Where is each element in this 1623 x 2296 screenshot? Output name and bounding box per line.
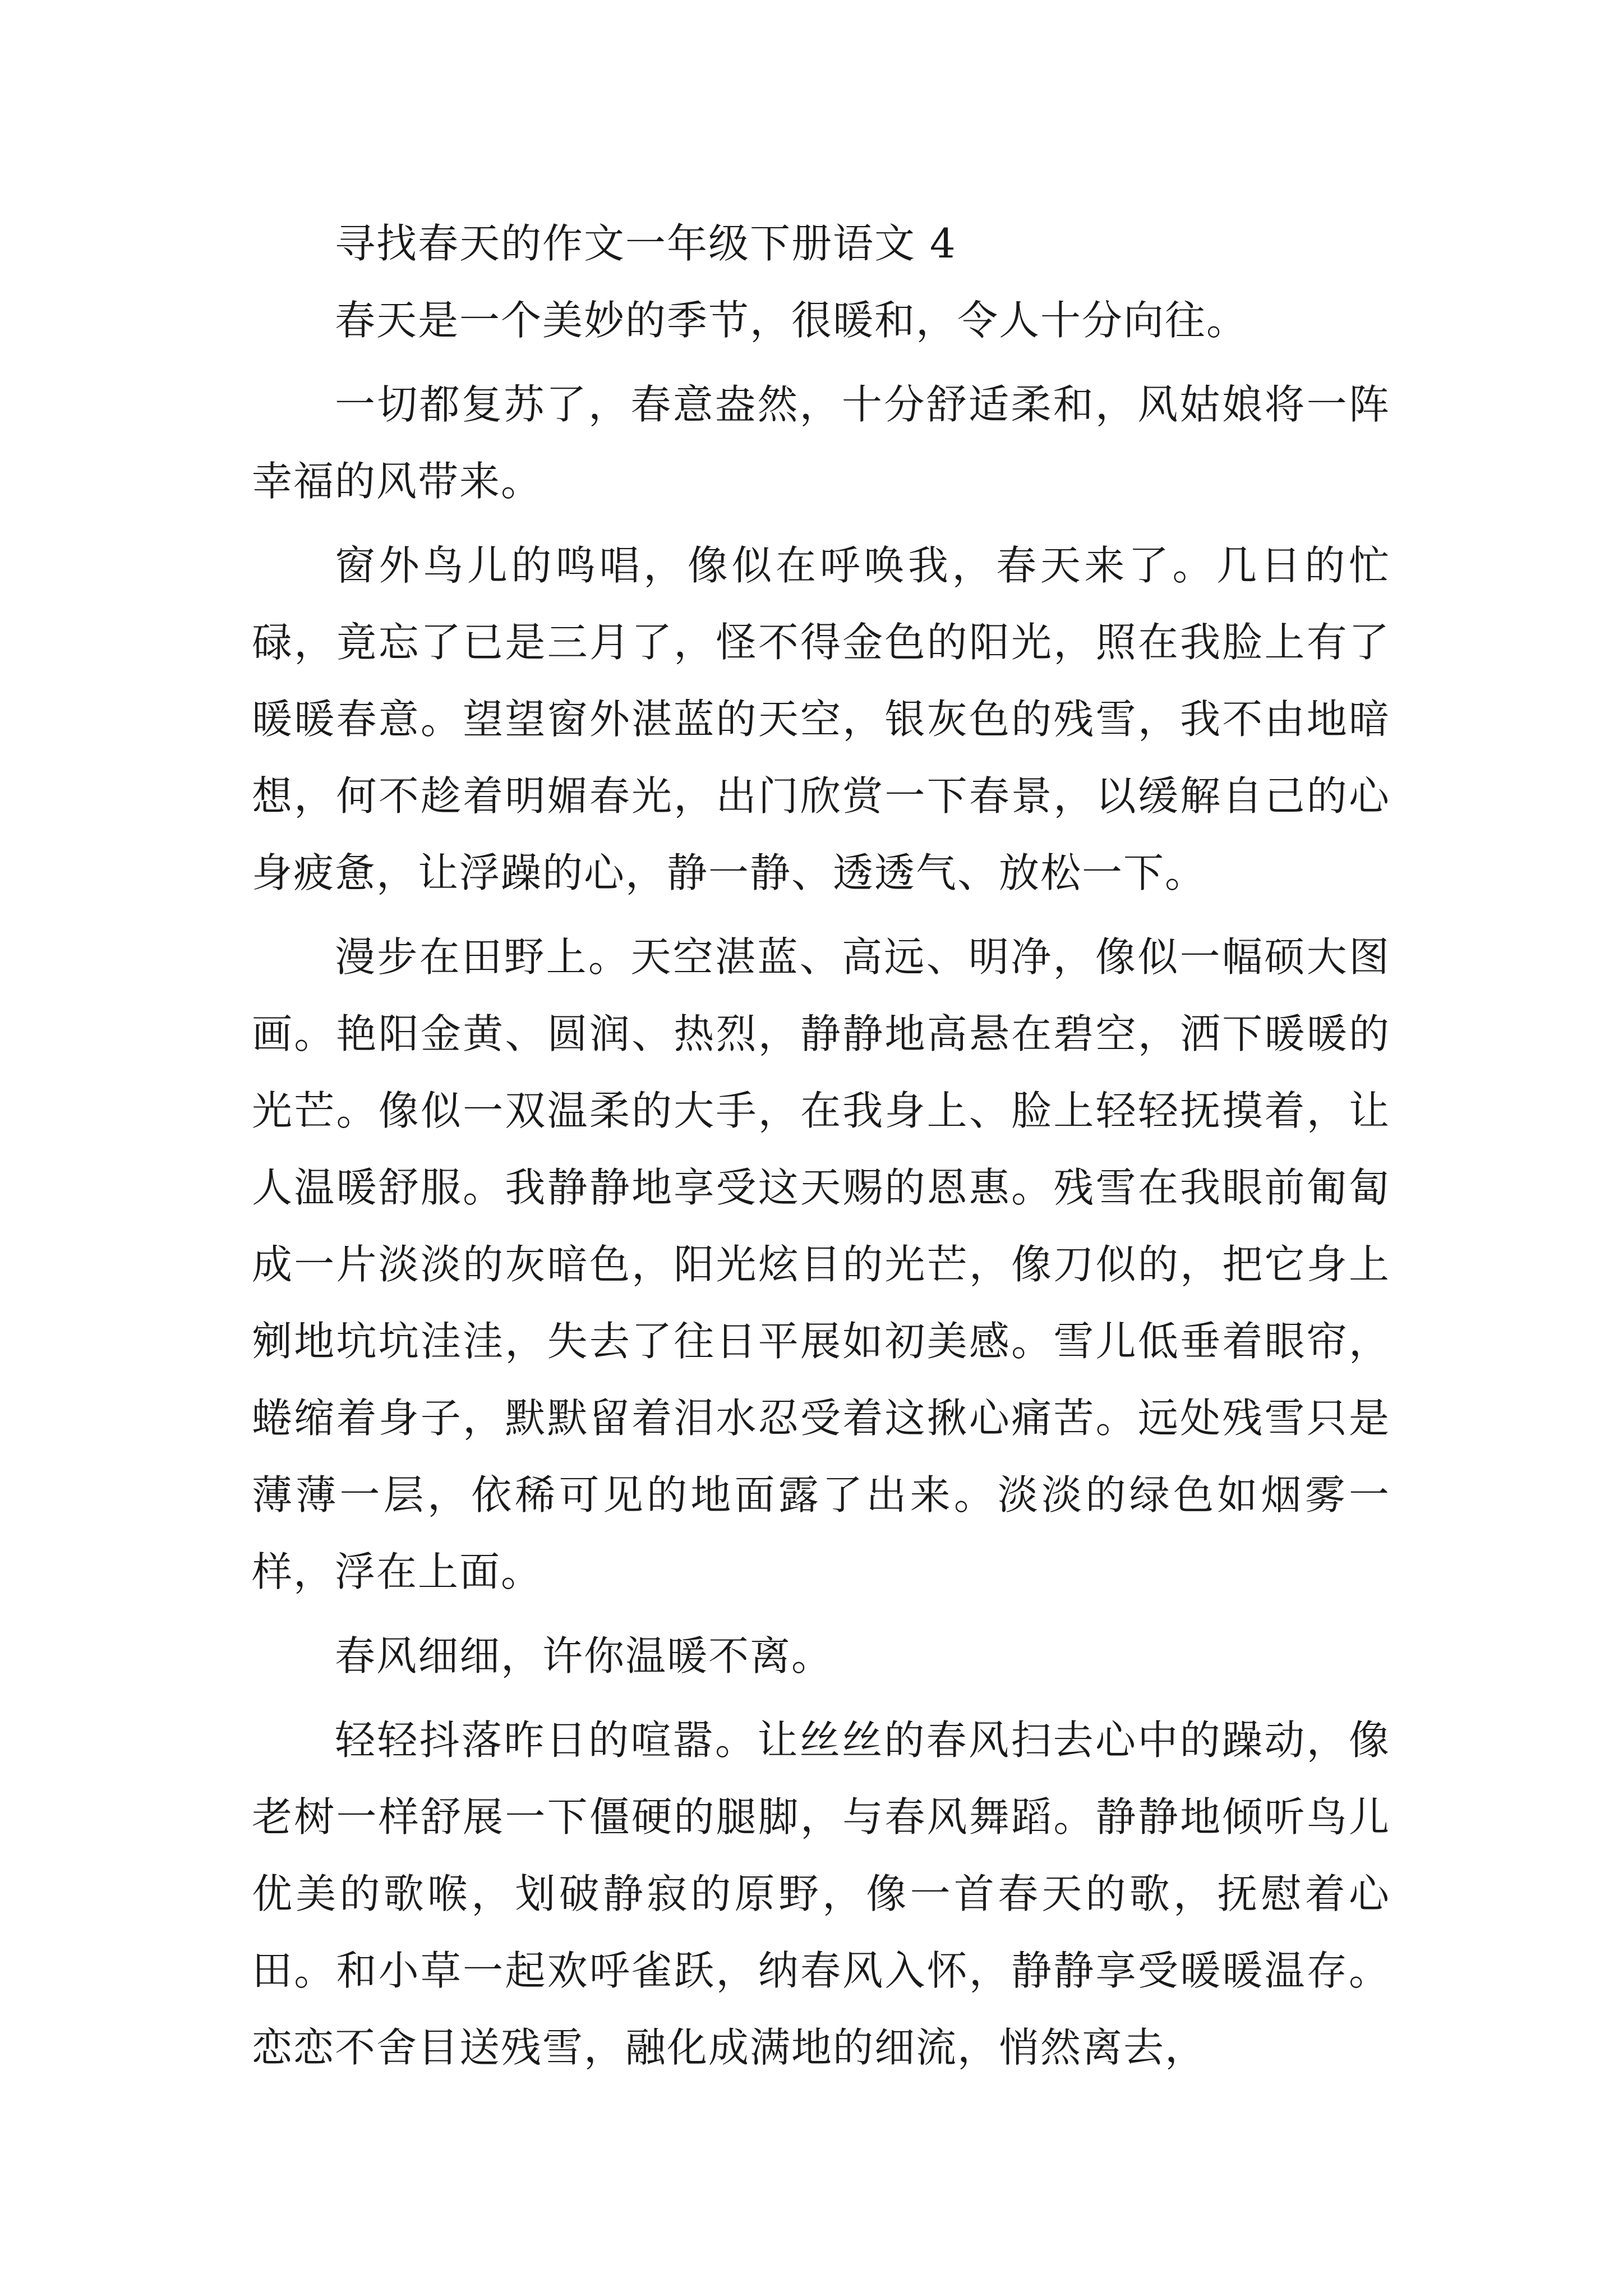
paragraph: 春天是一个美妙的季节，很暖和，令人十分向往。 — [335, 297, 1248, 344]
paragraph: 窗外鸟儿的鸣唱，像似在呼唤我，春天来了。几日的忙碌，竟忘了已是三月了，怪不得金色的阳光，照在我脸上有了暖暖春意。望望窗外湛蓝的天空，银灰色的残雪，我不由地暗想，何不趁着明媚春光，出门欣赏一下春景，以缓解自己的心身疲惫，让浮躁的心，静一静、透透气、放松一下。 — [252, 542, 1390, 896]
paragraph: 轻轻抖落昨日的喧嚣。让丝丝的春风扫去心中的躁动，像老树一样舒展一下僵硬的腿脚，与春风舞蹈。静静地倾听鸟儿优美的歌喉，划破静寂的原野，像一首春天的歌，抚慰着心田。和小草一起欢呼雀跃，纳春风入怀，静静享受暖暖温存。恋恋不舍目送残雪，融化成满地的细流，悄然离去， — [252, 1717, 1390, 2071]
paragraph: 春风细细，许你温暖不离。 — [335, 1632, 833, 1680]
article-body — [252, 205, 1390, 2093]
paragraph: 漫步在田野上。天空湛蓝、高远、明净，像似一幅硕大图画。艳阳金黄、圆润、热烈，静静地高悬在碧空，洒下暖暖的光芒。像似一双温柔的大手，在我身上、脸上轻轻抚摸着，让人温暖舒服。我静静地享受这天赐的恩惠。残雪在我眼前匍匐成一片淡淡的灰暗色，阳光炫目的光芒，像刀似的，把它身上剜地坑坑洼洼，失去了往日平展如初美感。雪儿低垂着眼帘，蜷缩着身子，默默留着泪水忍受着这揪心痛苦。远处残雪只是薄薄一层，依稀可见的地面露了出来。淡淡的绿色如烟雾一样，浮在上面。 — [252, 933, 1390, 1595]
paragraph: 一切都复苏了，春意盎然，十分舒适柔和，风姑娘将一阵幸福的风带来。 — [252, 381, 1390, 505]
article-title: 寻找春天的作文一年级下册语文 4 — [335, 220, 957, 267]
